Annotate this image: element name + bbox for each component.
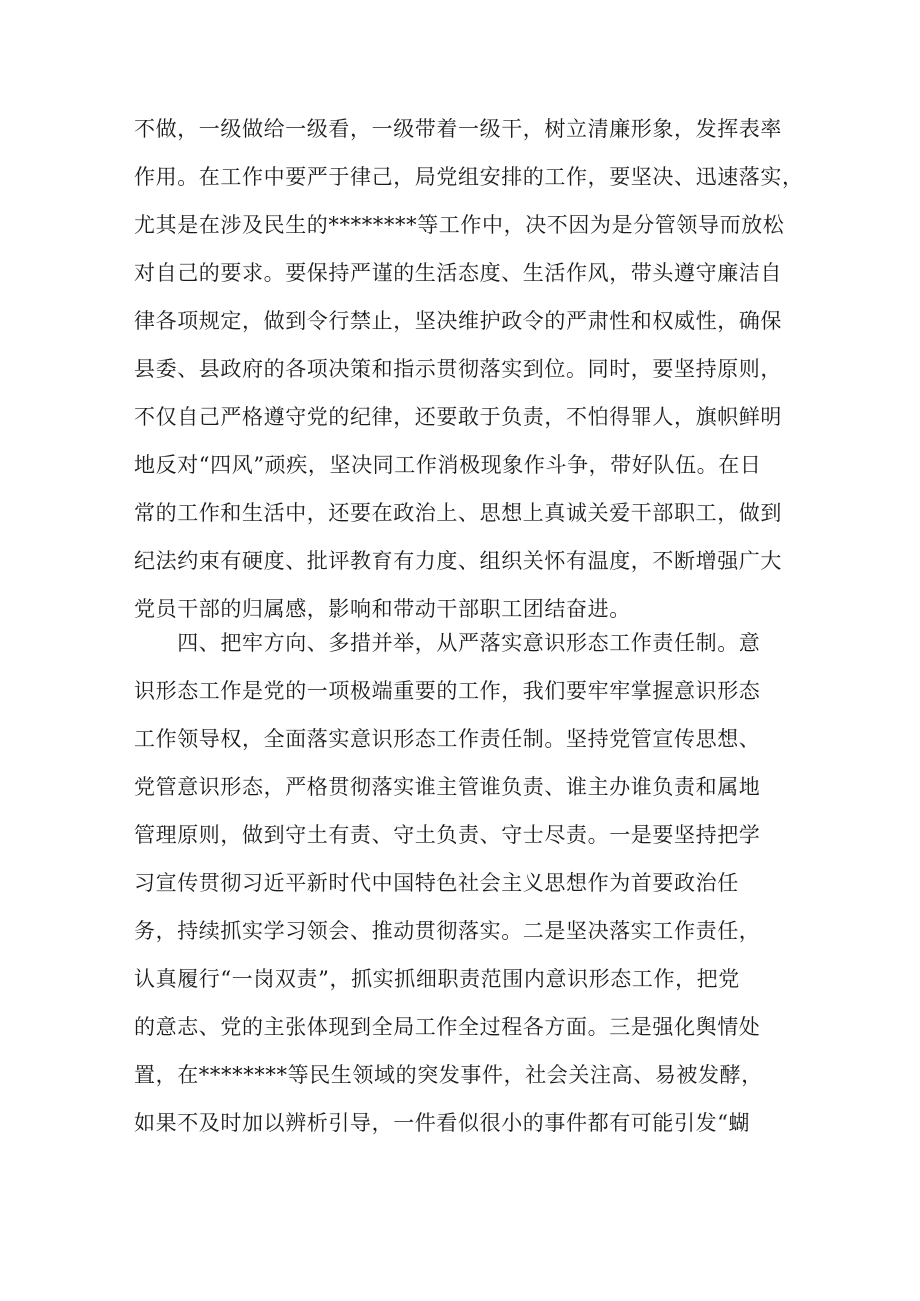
- text-line: 务，持续抓实学习领会、推动贯彻落实。二是坚决落实工作责任，: [134, 919, 761, 943]
- text-line: 律各项规定，做到令行禁止，坚决维护政令的严肃性和权威性，确保: [134, 309, 782, 333]
- text-line: 习宣传贯彻习近平新时代中国特色社会主义思想作为首要政治任: [134, 871, 739, 895]
- text-line: 党员干部的归属感，影响和带动干部职工团结奋进。: [134, 597, 631, 621]
- text-line: 常的工作和生活中，还要在政治上、思想上真诚关爱干部职工，做到: [134, 501, 782, 525]
- text-line: 地反对“四风”顽疾，坚决同工作消极现象作斗争，带好队伍。在日: [134, 453, 762, 477]
- text-line: 对自己的要求。要保持严谨的生活态度、生活作风，带头遵守廉洁自: [134, 261, 782, 285]
- text-line: 不做，一级做给一级看，一级带着一级干，树立清廉形象，发挥表率: [134, 117, 782, 141]
- text-line: 不仅自己严格遵守党的纪律，还要敢于负责，不怕得罪人，旗帜鲜明: [134, 405, 782, 429]
- text-line: 作用。在工作中要严于律己，局党组安排的工作，要坚决、迅速落实，: [134, 165, 804, 189]
- text-line: 置，在********等民生领域的突发事件，社会关注高、易被发酵，: [134, 1063, 763, 1087]
- text-line: 认真履行“一岗双责”，抓实抓细职责范围内意识形态工作，把党: [134, 967, 740, 991]
- text-line: 纪法约束有硬度、批评教育有力度、组织关怀有温度，不断增强广大: [134, 549, 782, 573]
- text-line: 识形态工作是党的一项极端重要的工作，我们要牢牢掌握意识形态: [134, 679, 761, 703]
- text-line: 县委、县政府的各项决策和指示贯彻落实到位。同时，要坚持原则，: [134, 357, 782, 381]
- text-line: 党管意识形态，严格贯彻落实谁主管谁负责、谁主办谁负责和属地: [134, 775, 761, 799]
- text-line: 尤其是在涉及民生的********等工作中，决不因为是分管领导而放松: [134, 213, 785, 237]
- text-line: 如果不及时加以辨析引导，一件看似很小的事件都有可能引发“蝴: [134, 1111, 751, 1135]
- paragraph-ideology-section-four: [134, 619, 794, 1147]
- text-line: 工作领导权，全面落实意识形态工作责任制。坚持党管宣传思想、: [134, 727, 761, 751]
- text-line: 管理原则，做到守土有责、守土负责、守士尽责。一是要坚持把学: [134, 823, 761, 847]
- text-line: 的意志、党的主张体现到全局工作全过程各方面。三是强化舆情处: [134, 1015, 761, 1039]
- paragraph-integrity: [134, 105, 804, 633]
- section-heading-line: 四、把牢方向、多措并举，从严落实意识形态工作责任制。意: [134, 631, 761, 655]
